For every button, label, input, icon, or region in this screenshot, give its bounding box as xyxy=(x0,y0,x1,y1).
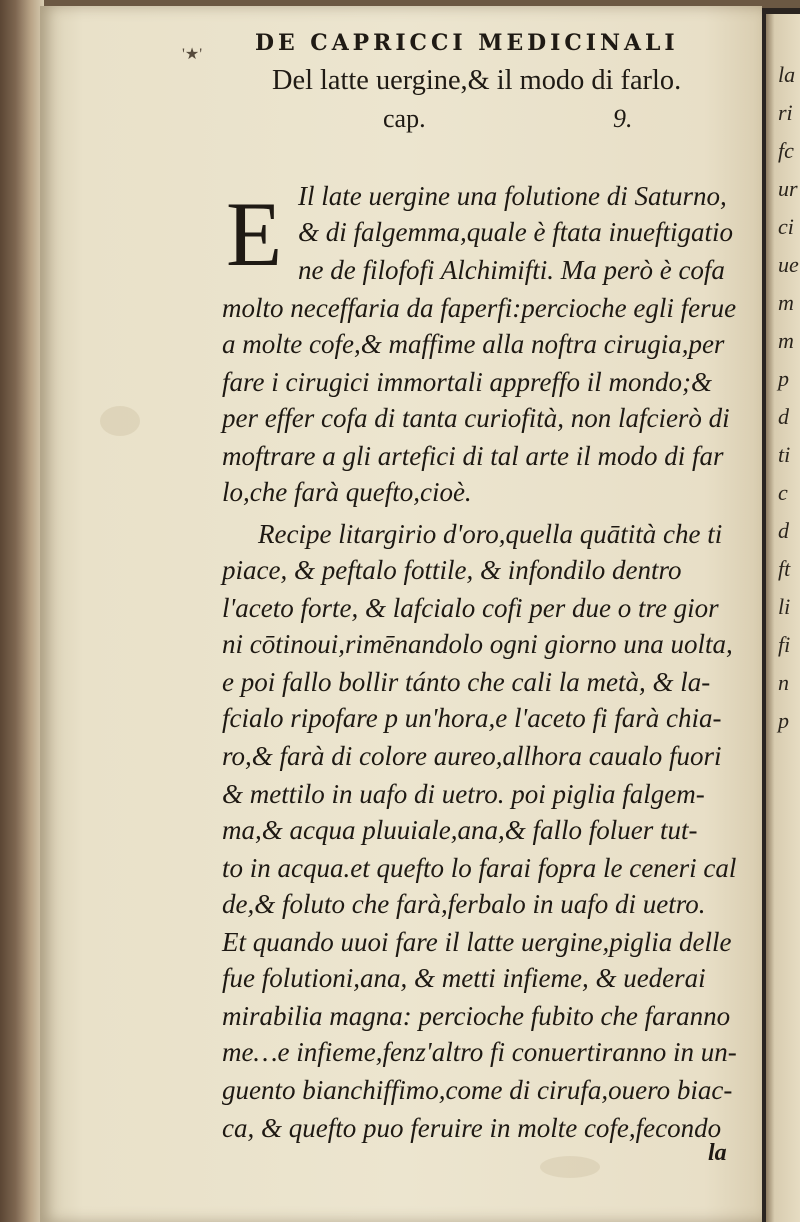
drop-capital: E xyxy=(226,183,283,285)
text-line: & di falgemma,quale è ftata inueftigatio xyxy=(298,217,733,247)
facing-page-fragment: d xyxy=(778,404,789,429)
text-line: Recipe litargirio d'oro,quella quātità che ti xyxy=(258,519,723,549)
text-line: ma,& acqua pluuiale,ana,& fallo foluer tut- xyxy=(222,815,698,845)
folio-mark: '★' xyxy=(182,46,203,63)
paper-stain xyxy=(100,406,140,436)
text-line: Et quando uuoi fare il latte uergine,piglia delle xyxy=(222,927,732,957)
running-head: DE CAPRICCI MEDICINALI xyxy=(255,30,679,56)
text-line: piace, & peftalo fottile, & infondilo dentro xyxy=(222,555,682,585)
facing-page-fragment: n xyxy=(778,670,789,695)
facing-page-fragment: p xyxy=(778,708,789,733)
facing-page-fragment: m xyxy=(778,290,794,315)
facing-page-fragment: ue xyxy=(778,252,799,277)
facing-page-fragment: ur xyxy=(778,176,798,201)
facing-page-fragment: ft xyxy=(778,556,791,581)
facing-page-fragment: ti xyxy=(778,442,791,467)
facing-page-fragment: ri xyxy=(778,100,793,125)
chapter-label: cap. xyxy=(383,104,426,133)
text-line: mirabilia magna: percioche fubito che faranno xyxy=(222,1001,731,1031)
text-line: guento bianchiffimo,come di cirufa,ouero biac- xyxy=(222,1075,733,1105)
text-line: to in acqua.et quefto lo farai fopra le ceneri cal xyxy=(222,853,737,883)
text-line: moftrare a gli artefici di tal arte il modo di far xyxy=(222,441,724,471)
text-line: fare i cirugici immortali appreffo il mondo;& xyxy=(222,367,712,397)
text-line: lo,che farà quefto,cioè. xyxy=(222,477,472,507)
text-line: Il late uergine una folutione di Saturno, xyxy=(298,181,727,211)
facing-page-fragment: ci xyxy=(778,214,794,239)
facing-page-fragment: la xyxy=(778,62,796,87)
facing-page-fragment: li xyxy=(778,594,791,619)
facing-page-fragment: fc xyxy=(778,138,794,163)
catchword: la xyxy=(708,1140,727,1166)
text-line: fcialo ripofare p un'hora,e l'aceto fi farà chia- xyxy=(222,703,722,733)
facing-page-fragment: d xyxy=(778,518,789,543)
facing-page-fragment: m xyxy=(778,328,794,353)
text-line: ca, & quefto puo feruire in molte cofe,fecondo xyxy=(222,1113,722,1143)
facing-page-fragment: c xyxy=(778,480,788,505)
text-line: l'aceto forte, & lafcialo cofi per due o tre gior xyxy=(222,593,719,623)
text-line: ne de filofofi Alchimifti. Ma però è cofa xyxy=(298,255,725,285)
text-line: per effer cofa di tanta curiofità, non lafcierò di xyxy=(222,403,730,433)
text-line: & mettilo in uafo di uetro. poi piglia falgem- xyxy=(222,779,705,809)
chapter-title: Del latte uergine,& il modo di farlo. xyxy=(272,64,682,96)
text-line: e poi fallo bollir tánto che cali la metà, & la- xyxy=(222,667,711,697)
facing-page-edge xyxy=(766,14,800,1222)
text-line: ni cōtinoui,rimēnandolo ogni giorno una uolta, xyxy=(222,629,733,659)
text-line: a molte cofe,& maffime alla noftra cirugia,per xyxy=(222,329,725,359)
facing-page-fragment: p xyxy=(778,366,789,391)
text-line: ro,& farà di colore aureo,allhora caualo fuori xyxy=(222,741,722,771)
text-line: molto neceffaria da faperfi:percioche egli ferue xyxy=(222,293,737,323)
book-gutter xyxy=(0,0,44,1222)
text-line: de,& foluto che farà,ferbalo in uafo di uetro. xyxy=(222,889,706,919)
text-line: fue folutioni,ana, & metti infieme, & uederai xyxy=(222,963,706,993)
paper-stain xyxy=(540,1156,600,1178)
chapter-number: 9. xyxy=(613,104,633,133)
facing-page-fragment: fi xyxy=(778,632,791,657)
text-line: me…e infieme,fenz'altro fi conuertiranno in un- xyxy=(222,1037,737,1067)
